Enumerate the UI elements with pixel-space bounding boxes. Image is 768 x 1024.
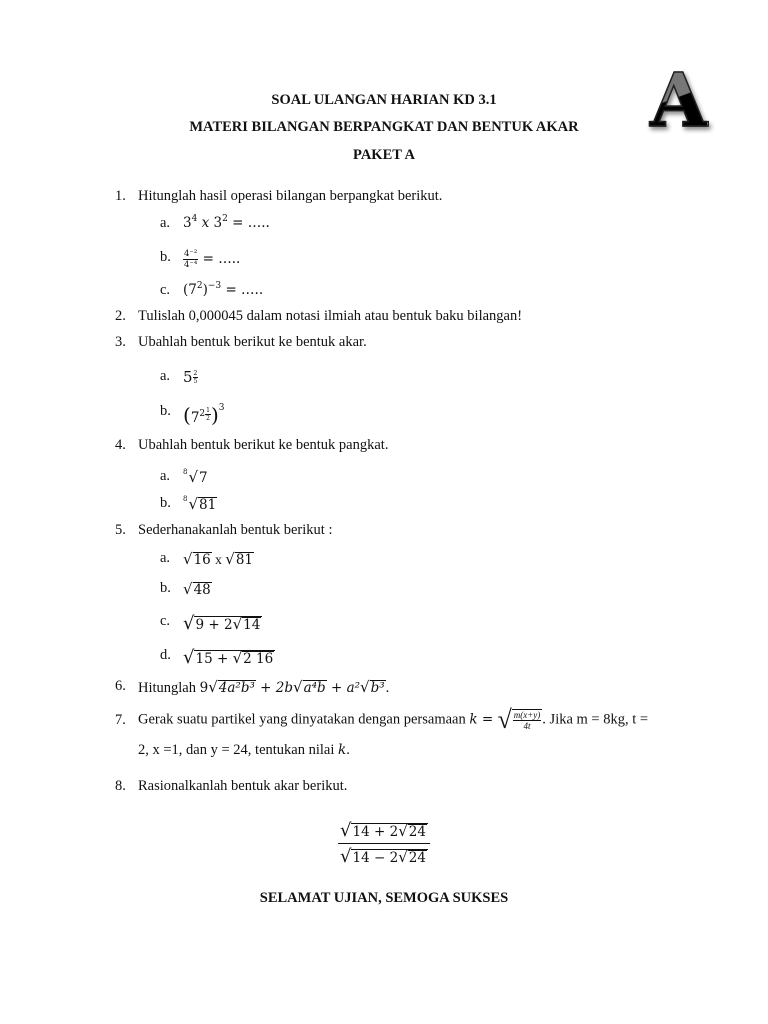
q-text: Rasionalkanlah bentuk akar berikut.	[138, 778, 348, 794]
term: 9 + 2	[195, 617, 233, 633]
q-text: Hitunglah 9√4a²b³ + 2b√a⁴b + a²√b³.	[138, 678, 390, 696]
radicand: 81	[199, 497, 217, 513]
fraction	[513, 710, 542, 731]
expression: √15 + √2 16	[183, 647, 274, 668]
exp: −3	[207, 281, 222, 291]
q-number: 5.	[115, 522, 126, 538]
radicand: 2 16	[243, 651, 274, 667]
base: (7	[183, 282, 197, 298]
q-text: Tulislah 0,000045 dalam notasi ilmiah atau bentuk baku bilangan!	[138, 308, 523, 324]
item-label: a.	[160, 368, 171, 384]
numerator: 4⁻²	[184, 249, 198, 259]
radicand: 14	[243, 617, 261, 633]
term: 14 + 2	[352, 824, 399, 840]
exp: 2	[222, 214, 228, 224]
q-text: Ubahlah bentuk berikut ke bentuk akar.	[138, 334, 367, 350]
expression	[183, 215, 270, 231]
expression: ($7^2$ $\frac{1}{2}$ )$^3$	[183, 403, 225, 427]
exp: 2	[199, 409, 206, 419]
q-number: 7.	[115, 712, 126, 728]
q-number: 6.	[115, 678, 126, 694]
q-text-tail: . Jika m = 8kg, t =	[542, 711, 649, 728]
item-label: b.	[160, 403, 171, 419]
base: 3	[183, 215, 192, 231]
doc-paket: PAKET A	[353, 147, 415, 163]
period: .	[385, 680, 390, 696]
term: 14 − 2	[352, 850, 399, 866]
paket-logo: A	[650, 58, 708, 144]
numerator: √14 + 2√24	[338, 818, 430, 844]
op: x	[211, 552, 226, 567]
q-text: Hitunglah hasil operasi bilangan berpangkat berikut.	[138, 188, 443, 204]
item-label: a.	[160, 468, 171, 484]
paren: )	[202, 282, 208, 298]
q-text-line2: 2, x =1, dan y = 24, tentukan nilai	[138, 742, 338, 758]
fraction	[183, 249, 198, 270]
variable: k	[338, 742, 347, 758]
numerator: 1	[206, 407, 210, 414]
q-text-lead: Hitunglah	[138, 680, 200, 696]
term: + 2b	[255, 680, 294, 696]
expression: √16 x √81	[183, 550, 253, 568]
denominator: 2	[206, 415, 210, 422]
numerator: m(x+y)	[513, 710, 541, 720]
radicand: b³	[370, 680, 385, 696]
expression	[183, 249, 240, 270]
denominator: 5	[193, 378, 198, 385]
q-number: 2.	[115, 308, 126, 324]
closing-text: SELAMAT UJIAN, SEMOGA SUKSES	[259, 890, 509, 906]
q-text: Gerak suatu partikel yang dinyatakan dengan persamaan k = √ $\frac{m(x+y)}{4t}$ . Jika m = 8kg, t =	[138, 705, 649, 734]
root-index: 8	[183, 468, 188, 476]
op: x	[197, 215, 214, 231]
exp-fraction	[193, 370, 199, 385]
term: 15 +	[195, 651, 233, 667]
q-number: 8.	[115, 778, 126, 794]
q-text: Ubahlah bentuk berikut ke bentuk pangkat.	[138, 437, 389, 453]
denominator: 4t	[523, 721, 531, 731]
item-label: a.	[160, 215, 171, 231]
tail: = …..	[198, 251, 241, 267]
denominator: √14 − 2√24	[340, 846, 426, 867]
q8-expression	[338, 818, 430, 869]
exp: 2	[196, 281, 203, 291]
period: .	[346, 742, 350, 758]
q-text: Sederhanakanlah bentuk berikut :	[138, 522, 333, 538]
exp: 3	[218, 403, 225, 413]
radicand: 7	[199, 470, 208, 486]
item-label: b.	[160, 249, 171, 265]
coef: 9	[199, 680, 209, 696]
item-label: d.	[160, 647, 171, 663]
item-label: b.	[160, 580, 171, 596]
numerator: 2	[193, 370, 198, 377]
q-number: 3.	[115, 334, 126, 350]
item-label: a.	[160, 550, 171, 566]
base: 3	[213, 215, 223, 231]
q-number: 4.	[115, 437, 126, 453]
expression: √48	[183, 580, 211, 598]
expression: $^8$√81	[183, 495, 217, 513]
radicand: 48	[193, 582, 211, 598]
item-label: c.	[160, 613, 171, 629]
exp: 4	[191, 214, 198, 224]
base: 5	[183, 368, 193, 386]
doc-title: SOAL ULANGAN HARIAN KD 3.1	[271, 92, 497, 108]
term: + a²	[326, 680, 361, 696]
radicand: 81	[235, 552, 253, 568]
equals: =	[477, 711, 498, 728]
expression: √9 + 2√14	[183, 613, 261, 634]
q-text	[138, 742, 350, 759]
item-label: c.	[160, 282, 171, 298]
tail: = …..	[221, 282, 264, 298]
tail: = …..	[227, 215, 270, 231]
q-text-lead: Gerak suatu partikel yang dinyatakan dengan persamaan	[138, 711, 470, 728]
doc-subtitle: MATERI BILANGAN BERPANGKAT DAN BENTUK AKAR	[189, 119, 579, 135]
radicand: a⁴b	[303, 680, 326, 696]
expression	[183, 282, 263, 298]
item-label: b.	[160, 495, 171, 511]
q-number: 1.	[115, 188, 126, 204]
root-index: 8	[183, 495, 188, 503]
variable: k	[469, 711, 478, 728]
denominator: 4⁻⁴	[184, 260, 198, 270]
radicand: 24	[408, 824, 426, 840]
base: 7	[190, 410, 200, 426]
radicand: 24	[408, 850, 426, 866]
expression	[183, 368, 198, 386]
radicand: 16	[193, 552, 211, 568]
fraction	[338, 818, 430, 869]
expression: $^8$√7	[183, 468, 208, 486]
radicand: 4a²b³	[218, 680, 255, 696]
